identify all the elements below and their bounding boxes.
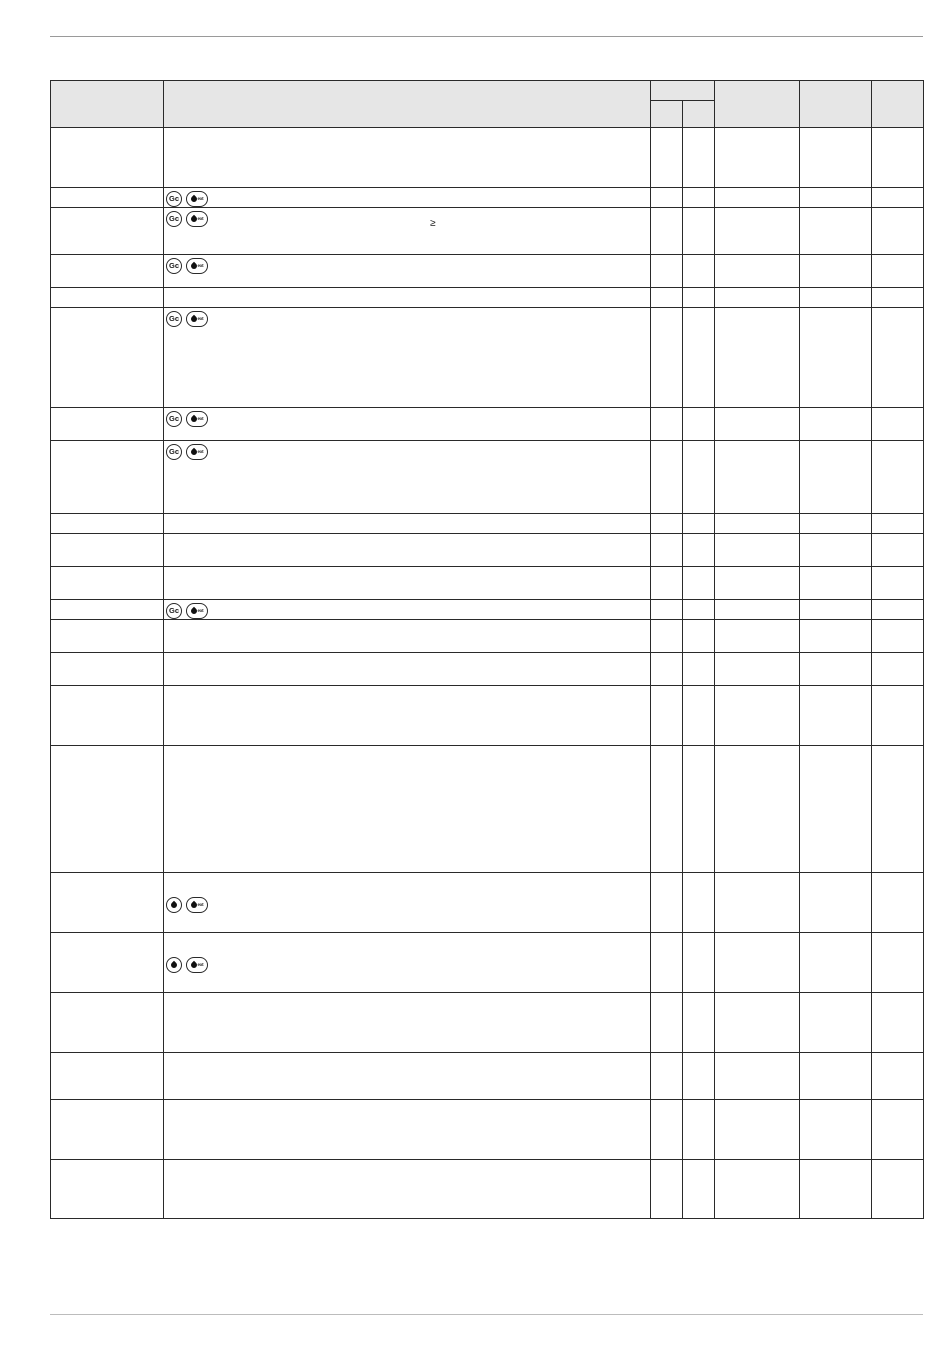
table-row <box>51 620 924 653</box>
table-row <box>51 993 924 1053</box>
table-row <box>51 567 924 600</box>
table-row <box>51 600 924 620</box>
header-rule <box>50 36 923 37</box>
header-subcell-1 <box>651 101 683 128</box>
drop-icon <box>166 957 182 973</box>
table-body <box>51 128 924 1219</box>
header-subcell-2 <box>683 101 715 128</box>
gc-seal-icon: Gc <box>166 258 182 274</box>
table-row <box>51 308 924 408</box>
approval-symbols <box>164 933 650 973</box>
table-row <box>51 653 924 686</box>
drop-ext-icon: ext <box>186 957 208 973</box>
approval-symbols <box>164 441 650 460</box>
header-cell-5 <box>715 81 800 128</box>
table-row <box>51 873 924 933</box>
gc-seal-icon: Gc <box>166 311 182 327</box>
table-row <box>51 441 924 514</box>
table-row <box>51 514 924 534</box>
table-row <box>51 1100 924 1160</box>
comparison-symbol: ≥ <box>430 218 436 229</box>
header-cell-7 <box>872 81 924 128</box>
header-cell-1 <box>51 81 164 128</box>
approval-symbols <box>164 408 650 427</box>
table-row <box>51 1053 924 1100</box>
approval-symbols <box>164 208 650 227</box>
drop-ext-icon: ext <box>186 258 208 274</box>
approval-symbols <box>164 255 650 274</box>
footer-rule <box>50 1314 923 1315</box>
gc-seal-icon: Gc <box>166 211 182 227</box>
approval-symbols <box>164 600 650 619</box>
table-header <box>51 81 924 128</box>
table-row <box>51 933 924 993</box>
gc-seal-icon: Gc <box>166 603 182 619</box>
approval-symbols <box>164 308 650 327</box>
gc-seal-icon: Gc <box>166 191 182 207</box>
table-row <box>51 288 924 308</box>
header-cell-2 <box>164 81 651 128</box>
drop-ext-icon: ext <box>186 444 208 460</box>
drop-ext-icon: ext <box>186 191 208 207</box>
approval-symbols <box>164 873 650 913</box>
table-row <box>51 128 924 188</box>
header-cell-6 <box>800 81 872 128</box>
table-row <box>51 534 924 567</box>
table-row <box>51 208 924 255</box>
drop-ext-icon: ext <box>186 311 208 327</box>
header-group-cell <box>651 81 715 101</box>
drop-ext-icon: ext <box>186 603 208 619</box>
drop-ext-icon: ext <box>186 411 208 427</box>
table-row <box>51 408 924 441</box>
table-row <box>51 188 924 208</box>
gc-seal-icon: Gc <box>166 411 182 427</box>
table-row <box>51 686 924 746</box>
drop-ext-icon: ext <box>186 897 208 913</box>
table-row <box>51 1160 924 1219</box>
table-row <box>51 746 924 873</box>
parameter-table <box>50 80 924 1219</box>
drop-icon <box>166 897 182 913</box>
table-row <box>51 255 924 288</box>
approval-symbols <box>164 188 650 207</box>
drop-ext-icon: ext <box>186 211 208 227</box>
gc-seal-icon: Gc <box>166 444 182 460</box>
